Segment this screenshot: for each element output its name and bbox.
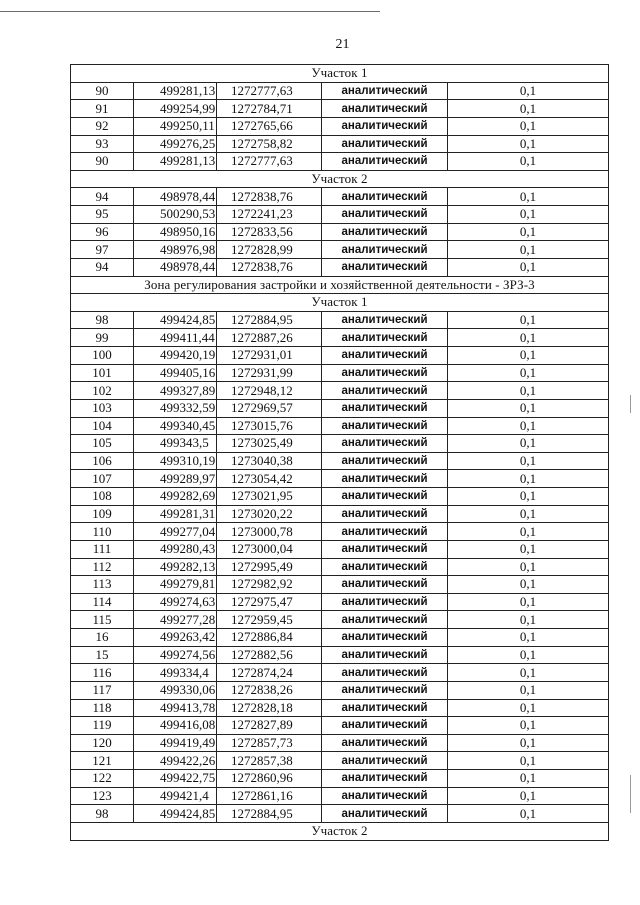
accuracy-cell: 0,1 <box>448 470 609 488</box>
coord-y-cell: 1273025,49 <box>217 435 322 453</box>
method-cell: аналитический <box>322 734 448 752</box>
method-cell: аналитический <box>322 241 448 259</box>
scan-edge-mark <box>630 395 631 413</box>
point-number-cell: 94 <box>71 258 134 276</box>
coord-y-cell: 1272765,66 <box>217 117 322 135</box>
page-number: 21 <box>335 37 350 52</box>
point-number-cell: 118 <box>71 699 134 717</box>
accuracy-cell: 0,1 <box>448 82 609 100</box>
coord-y-cell: 1272874,24 <box>217 664 322 682</box>
point-number-cell: 90 <box>71 153 134 171</box>
coord-x-cell: 499274,56 <box>134 646 217 664</box>
coord-x-cell: 499250,11 <box>134 117 217 135</box>
accuracy-cell: 0,1 <box>448 258 609 276</box>
coord-y-cell: 1272959,45 <box>217 611 322 629</box>
point-number-cell: 98 <box>71 311 134 329</box>
coord-y-cell: 1273000,04 <box>217 540 322 558</box>
coord-x-cell: 498978,44 <box>134 258 217 276</box>
section-heading-row <box>71 822 609 840</box>
method-cell: аналитический <box>322 153 448 171</box>
section-heading: Зона регулирования застройки и хозяйственной деятельности - ЗРЗ-3 <box>71 276 609 294</box>
accuracy-cell: 0,1 <box>448 646 609 664</box>
coord-x-cell: 499413,78 <box>134 699 217 717</box>
table-row <box>71 399 609 417</box>
point-number-cell: 111 <box>71 540 134 558</box>
coord-y-cell: 1272861,16 <box>217 787 322 805</box>
coord-y-cell: 1272784,71 <box>217 100 322 118</box>
accuracy-cell: 0,1 <box>448 523 609 541</box>
method-cell: аналитический <box>322 364 448 382</box>
coord-y-cell: 1272969,57 <box>217 399 322 417</box>
point-number-cell: 108 <box>71 488 134 506</box>
accuracy-cell: 0,1 <box>448 734 609 752</box>
coord-y-cell: 1272931,99 <box>217 364 322 382</box>
point-number-cell: 97 <box>71 241 134 259</box>
accuracy-cell: 0,1 <box>448 135 609 153</box>
accuracy-cell: 0,1 <box>448 435 609 453</box>
table-row <box>71 206 609 224</box>
coord-x-cell: 499421,4 <box>134 787 217 805</box>
coord-x-cell: 499422,26 <box>134 752 217 770</box>
method-cell: аналитический <box>322 523 448 541</box>
accuracy-cell: 0,1 <box>448 117 609 135</box>
table-row <box>71 734 609 752</box>
section-heading-row <box>71 170 609 188</box>
accuracy-cell: 0,1 <box>448 787 609 805</box>
method-cell: аналитический <box>322 770 448 788</box>
accuracy-cell: 0,1 <box>448 417 609 435</box>
table-row <box>71 188 609 206</box>
table-row <box>71 241 609 259</box>
method-cell: аналитический <box>322 593 448 611</box>
point-number-cell: 92 <box>71 117 134 135</box>
accuracy-cell: 0,1 <box>448 311 609 329</box>
coord-x-cell: 499254,99 <box>134 100 217 118</box>
coord-x-cell: 499280,43 <box>134 540 217 558</box>
accuracy-cell: 0,1 <box>448 505 609 523</box>
coord-x-cell: 499334,4 <box>134 664 217 682</box>
table-row <box>71 364 609 382</box>
method-cell: аналитический <box>322 206 448 224</box>
coord-y-cell: 1272975,47 <box>217 593 322 611</box>
accuracy-cell: 0,1 <box>448 576 609 594</box>
method-cell: аналитический <box>322 435 448 453</box>
method-cell: аналитический <box>322 611 448 629</box>
coord-y-cell: 1272833,56 <box>217 223 322 241</box>
method-cell: аналитический <box>322 664 448 682</box>
table-row <box>71 488 609 506</box>
table-row <box>71 82 609 100</box>
coord-x-cell: 499340,45 <box>134 417 217 435</box>
point-number-cell: 95 <box>71 206 134 224</box>
method-cell: аналитический <box>322 558 448 576</box>
table-row <box>71 258 609 276</box>
method-cell: аналитический <box>322 752 448 770</box>
accuracy-cell: 0,1 <box>448 717 609 735</box>
coord-y-cell: 1272860,96 <box>217 770 322 788</box>
point-number-cell: 115 <box>71 611 134 629</box>
accuracy-cell: 0,1 <box>448 752 609 770</box>
coord-x-cell: 499420,19 <box>134 347 217 365</box>
method-cell: аналитический <box>322 576 448 594</box>
point-number-cell: 122 <box>71 770 134 788</box>
table-row <box>71 770 609 788</box>
coord-y-cell: 1272948,12 <box>217 382 322 400</box>
point-number-cell: 96 <box>71 223 134 241</box>
method-cell: аналитический <box>322 681 448 699</box>
coord-y-cell: 1272884,95 <box>217 805 322 823</box>
section-heading: Участок 2 <box>71 822 609 840</box>
table-row <box>71 347 609 365</box>
accuracy-cell: 0,1 <box>448 399 609 417</box>
method-cell: аналитический <box>322 188 448 206</box>
point-number-cell: 16 <box>71 629 134 647</box>
table-row <box>71 223 609 241</box>
accuracy-cell: 0,1 <box>448 241 609 259</box>
coord-x-cell: 499416,08 <box>134 717 217 735</box>
coord-y-cell: 1272884,95 <box>217 311 322 329</box>
coord-x-cell: 499424,85 <box>134 805 217 823</box>
table-row <box>71 540 609 558</box>
table-row <box>71 153 609 171</box>
accuracy-cell: 0,1 <box>448 629 609 647</box>
point-number-cell: 120 <box>71 734 134 752</box>
accuracy-cell: 0,1 <box>448 611 609 629</box>
coord-y-cell: 1272931,01 <box>217 347 322 365</box>
coord-y-cell: 1272828,99 <box>217 241 322 259</box>
accuracy-cell: 0,1 <box>448 699 609 717</box>
point-number-cell: 102 <box>71 382 134 400</box>
table-row <box>71 558 609 576</box>
coord-x-cell: 499332,59 <box>134 399 217 417</box>
coord-x-cell: 499277,04 <box>134 523 217 541</box>
point-number-cell: 90 <box>71 82 134 100</box>
coord-y-cell: 1272857,38 <box>217 752 322 770</box>
coord-y-cell: 1273021,95 <box>217 488 322 506</box>
point-number-cell: 119 <box>71 717 134 735</box>
coord-y-cell: 1272838,76 <box>217 258 322 276</box>
method-cell: аналитический <box>322 470 448 488</box>
coord-y-cell: 1272777,63 <box>217 153 322 171</box>
accuracy-cell: 0,1 <box>448 188 609 206</box>
table-row <box>71 452 609 470</box>
accuracy-cell: 0,1 <box>448 681 609 699</box>
table-row <box>71 470 609 488</box>
section-heading-row <box>71 65 609 83</box>
accuracy-cell: 0,1 <box>448 329 609 347</box>
top-rule <box>0 11 380 12</box>
accuracy-cell: 0,1 <box>448 223 609 241</box>
coord-y-cell: 1273000,78 <box>217 523 322 541</box>
table-row <box>71 382 609 400</box>
method-cell: аналитический <box>322 646 448 664</box>
point-number-cell: 93 <box>71 135 134 153</box>
coord-y-cell: 1272838,26 <box>217 681 322 699</box>
table-row <box>71 664 609 682</box>
table-row <box>71 576 609 594</box>
accuracy-cell: 0,1 <box>448 206 609 224</box>
point-number-cell: 113 <box>71 576 134 594</box>
table-row <box>71 435 609 453</box>
method-cell: аналитический <box>322 82 448 100</box>
accuracy-cell: 0,1 <box>448 364 609 382</box>
coord-y-cell: 1272982,92 <box>217 576 322 594</box>
section-heading-row <box>71 276 609 294</box>
point-number-cell: 101 <box>71 364 134 382</box>
accuracy-cell: 0,1 <box>448 770 609 788</box>
coord-x-cell: 499310,19 <box>134 452 217 470</box>
coord-x-cell: 499289,97 <box>134 470 217 488</box>
point-number-cell: 94 <box>71 188 134 206</box>
method-cell: аналитический <box>322 699 448 717</box>
method-cell: аналитический <box>322 347 448 365</box>
table-row <box>71 100 609 118</box>
table-row <box>71 593 609 611</box>
section-heading: Участок 1 <box>71 294 609 312</box>
accuracy-cell: 0,1 <box>448 100 609 118</box>
coord-y-cell: 1272828,18 <box>217 699 322 717</box>
coord-y-cell: 1272758,82 <box>217 135 322 153</box>
coord-y-cell: 1272857,73 <box>217 734 322 752</box>
method-cell: аналитический <box>322 805 448 823</box>
coord-y-cell: 1272887,26 <box>217 329 322 347</box>
table-row <box>71 611 609 629</box>
method-cell: аналитический <box>322 787 448 805</box>
point-number-cell: 100 <box>71 347 134 365</box>
method-cell: аналитический <box>322 100 448 118</box>
coord-y-cell: 1273040,38 <box>217 452 322 470</box>
point-number-cell: 15 <box>71 646 134 664</box>
method-cell: аналитический <box>322 311 448 329</box>
accuracy-cell: 0,1 <box>448 488 609 506</box>
coord-x-cell: 499422,75 <box>134 770 217 788</box>
coord-x-cell: 498976,98 <box>134 241 217 259</box>
coord-x-cell: 500290,53 <box>134 206 217 224</box>
coord-x-cell: 499424,85 <box>134 311 217 329</box>
method-cell: аналитический <box>322 258 448 276</box>
point-number-cell: 109 <box>71 505 134 523</box>
coord-x-cell: 498950,16 <box>134 223 217 241</box>
coord-x-cell: 499263,42 <box>134 629 217 647</box>
table-row <box>71 505 609 523</box>
point-number-cell: 91 <box>71 100 134 118</box>
method-cell: аналитический <box>322 629 448 647</box>
table-row <box>71 717 609 735</box>
table-row <box>71 752 609 770</box>
section-heading: Участок 2 <box>71 170 609 188</box>
method-cell: аналитический <box>322 488 448 506</box>
point-number-cell: 110 <box>71 523 134 541</box>
coord-x-cell: 499281,13 <box>134 82 217 100</box>
point-number-cell: 116 <box>71 664 134 682</box>
table-row <box>71 629 609 647</box>
accuracy-cell: 0,1 <box>448 347 609 365</box>
table-row <box>71 329 609 347</box>
method-cell: аналитический <box>322 717 448 735</box>
accuracy-cell: 0,1 <box>448 382 609 400</box>
accuracy-cell: 0,1 <box>448 452 609 470</box>
point-number-cell: 104 <box>71 417 134 435</box>
point-number-cell: 117 <box>71 681 134 699</box>
point-number-cell: 99 <box>71 329 134 347</box>
accuracy-cell: 0,1 <box>448 153 609 171</box>
section-heading-row <box>71 294 609 312</box>
coord-x-cell: 498978,44 <box>134 188 217 206</box>
method-cell: аналитический <box>322 117 448 135</box>
table-row <box>71 681 609 699</box>
table-row <box>71 135 609 153</box>
table-row <box>71 311 609 329</box>
coord-y-cell: 1273054,42 <box>217 470 322 488</box>
accuracy-cell: 0,1 <box>448 558 609 576</box>
coord-x-cell: 499282,69 <box>134 488 217 506</box>
method-cell: аналитический <box>322 399 448 417</box>
coordinates-table-body <box>71 65 609 841</box>
coord-y-cell: 1273015,76 <box>217 417 322 435</box>
coord-x-cell: 499281,13 <box>134 153 217 171</box>
coord-y-cell: 1272838,76 <box>217 188 322 206</box>
point-number-cell: 98 <box>71 805 134 823</box>
table-row <box>71 805 609 823</box>
accuracy-cell: 0,1 <box>448 593 609 611</box>
method-cell: аналитический <box>322 505 448 523</box>
point-number-cell: 121 <box>71 752 134 770</box>
coord-x-cell: 499343,5 <box>134 435 217 453</box>
point-number-cell: 112 <box>71 558 134 576</box>
coord-y-cell: 1272241,23 <box>217 206 322 224</box>
coord-x-cell: 499281,31 <box>134 505 217 523</box>
point-number-cell: 114 <box>71 593 134 611</box>
section-heading: Участок 1 <box>71 65 609 83</box>
method-cell: аналитический <box>322 135 448 153</box>
table-row <box>71 117 609 135</box>
table-row <box>71 417 609 435</box>
coord-y-cell: 1272886,84 <box>217 629 322 647</box>
coord-x-cell: 499411,44 <box>134 329 217 347</box>
coord-y-cell: 1272882,56 <box>217 646 322 664</box>
point-number-cell: 107 <box>71 470 134 488</box>
scan-edge-mark <box>630 775 631 813</box>
coord-x-cell: 499282,13 <box>134 558 217 576</box>
method-cell: аналитический <box>322 382 448 400</box>
coord-y-cell: 1272995,49 <box>217 558 322 576</box>
coord-x-cell: 499276,25 <box>134 135 217 153</box>
method-cell: аналитический <box>322 452 448 470</box>
coord-x-cell: 499327,89 <box>134 382 217 400</box>
method-cell: аналитический <box>322 417 448 435</box>
coord-x-cell: 499279,81 <box>134 576 217 594</box>
coord-x-cell: 499330,06 <box>134 681 217 699</box>
coord-x-cell: 499405,16 <box>134 364 217 382</box>
accuracy-cell: 0,1 <box>448 805 609 823</box>
method-cell: аналитический <box>322 223 448 241</box>
table-row <box>71 787 609 805</box>
coordinates-table <box>70 64 609 841</box>
point-number-cell: 105 <box>71 435 134 453</box>
accuracy-cell: 0,1 <box>448 664 609 682</box>
point-number-cell: 106 <box>71 452 134 470</box>
table-row <box>71 646 609 664</box>
coord-x-cell: 499419,49 <box>134 734 217 752</box>
method-cell: аналитический <box>322 329 448 347</box>
table-row <box>71 523 609 541</box>
point-number-cell: 103 <box>71 399 134 417</box>
point-number-cell: 123 <box>71 787 134 805</box>
accuracy-cell: 0,1 <box>448 540 609 558</box>
coord-x-cell: 499277,28 <box>134 611 217 629</box>
coord-y-cell: 1272777,63 <box>217 82 322 100</box>
coord-x-cell: 499274,63 <box>134 593 217 611</box>
coord-y-cell: 1273020,22 <box>217 505 322 523</box>
coord-y-cell: 1272827,89 <box>217 717 322 735</box>
table-row <box>71 699 609 717</box>
method-cell: аналитический <box>322 540 448 558</box>
